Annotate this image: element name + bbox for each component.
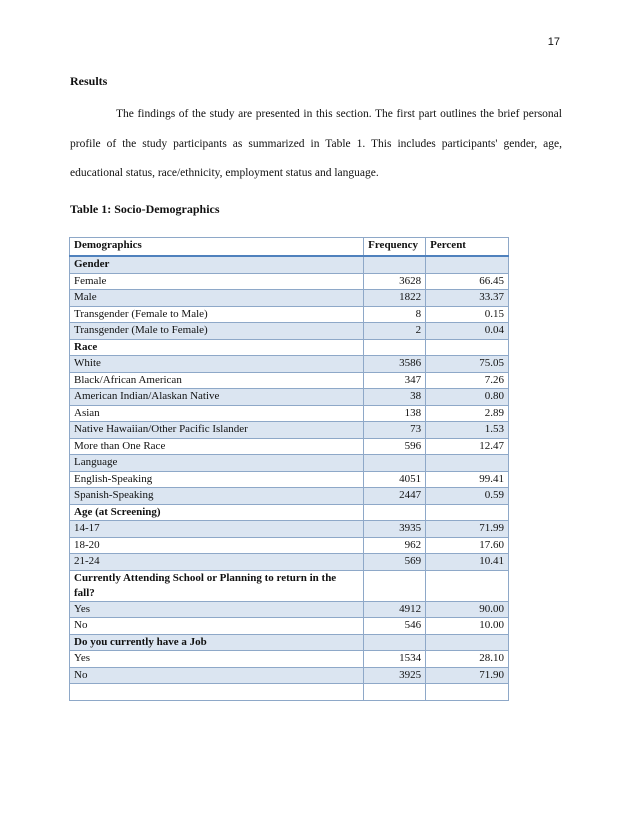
table-row	[70, 356, 509, 373]
row-percent: 75.05	[426, 356, 509, 373]
table-row	[70, 684, 509, 701]
row-label: No	[70, 618, 364, 635]
row-percent	[426, 570, 509, 601]
row-label: Gender	[70, 256, 364, 273]
row-frequency	[364, 570, 426, 601]
table-section-row	[70, 339, 509, 356]
table-row	[70, 372, 509, 389]
row-percent: 0.59	[426, 488, 509, 505]
header-percent: Percent	[426, 238, 509, 257]
row-percent	[426, 504, 509, 521]
table-row	[70, 488, 509, 505]
row-frequency: 3935	[364, 521, 426, 538]
row-percent: 10.00	[426, 618, 509, 635]
row-percent	[426, 634, 509, 651]
row-label: Do you currently have a Job	[70, 634, 364, 651]
row-frequency	[364, 634, 426, 651]
row-label: Male	[70, 290, 364, 307]
row-label: 21-24	[70, 554, 364, 571]
table-row	[70, 651, 509, 668]
intro-paragraph: The findings of the study are presented in this section. The first part outlines the brief personal profile of the study participants as summarized in Table 1. This includes participants' gender, age, educational status, race/ethnicity, employment status and language.	[70, 108, 562, 179]
row-percent: 71.90	[426, 667, 509, 684]
header-frequency: Frequency	[364, 238, 426, 257]
row-frequency: 2	[364, 323, 426, 340]
row-percent	[426, 455, 509, 472]
table-row	[70, 405, 509, 422]
table-title: Table 1: Socio-Demographics	[70, 202, 220, 216]
row-label: Transgender (Male to Female)	[70, 323, 364, 340]
row-label: Native Hawaiian/Other Pacific Islander	[70, 422, 364, 439]
row-label: Currently Attending School or Planning to return in the fall?	[70, 570, 364, 601]
row-percent: 0.80	[426, 389, 509, 406]
row-label: 14-17	[70, 521, 364, 538]
row-label: White	[70, 356, 364, 373]
row-frequency: 546	[364, 618, 426, 635]
row-label: Transgender (Female to Male)	[70, 306, 364, 323]
row-percent	[426, 339, 509, 356]
row-frequency: 138	[364, 405, 426, 422]
row-frequency: 73	[364, 422, 426, 439]
table-row	[70, 323, 509, 340]
row-frequency	[364, 256, 426, 273]
row-frequency: 1534	[364, 651, 426, 668]
table-row	[70, 667, 509, 684]
table-row	[70, 554, 509, 571]
row-percent: 0.04	[426, 323, 509, 340]
header-demographics: Demographics	[70, 238, 364, 257]
row-label: Spanish-Speaking	[70, 488, 364, 505]
row-frequency: 4051	[364, 471, 426, 488]
row-label	[70, 684, 364, 701]
table-row	[70, 438, 509, 455]
row-percent: 1.53	[426, 422, 509, 439]
row-percent: 66.45	[426, 273, 509, 290]
row-percent: 28.10	[426, 651, 509, 668]
row-percent	[426, 256, 509, 273]
row-frequency	[364, 455, 426, 472]
row-label: More than One Race	[70, 438, 364, 455]
row-frequency: 4912	[364, 601, 426, 618]
row-label: Female	[70, 273, 364, 290]
row-percent: 90.00	[426, 601, 509, 618]
row-frequency: 1822	[364, 290, 426, 307]
table-row	[70, 537, 509, 554]
row-percent: 17.60	[426, 537, 509, 554]
row-frequency: 2447	[364, 488, 426, 505]
row-percent: 0.15	[426, 306, 509, 323]
row-percent: 12.47	[426, 438, 509, 455]
row-percent: 99.41	[426, 471, 509, 488]
row-percent: 2.89	[426, 405, 509, 422]
table-section-row	[70, 570, 509, 601]
row-frequency: 3586	[364, 356, 426, 373]
table-section-row	[70, 256, 509, 273]
table-row	[70, 389, 509, 406]
row-frequency	[364, 339, 426, 356]
row-label: Language	[70, 455, 364, 472]
row-frequency: 596	[364, 438, 426, 455]
row-label: 18-20	[70, 537, 364, 554]
results-heading: Results	[70, 74, 108, 88]
row-label: Asian	[70, 405, 364, 422]
table-row	[70, 290, 509, 307]
row-label: Race	[70, 339, 364, 356]
table-row	[70, 471, 509, 488]
row-label: Black/African American	[70, 372, 364, 389]
row-frequency: 3628	[364, 273, 426, 290]
row-percent	[426, 684, 509, 701]
table-body	[70, 256, 509, 700]
row-frequency: 8	[364, 306, 426, 323]
table-row	[70, 618, 509, 635]
row-label: No	[70, 667, 364, 684]
table-row	[70, 273, 509, 290]
table-section-row	[70, 634, 509, 651]
table-row	[70, 422, 509, 439]
row-percent: 33.37	[426, 290, 509, 307]
table-header-row	[70, 238, 509, 257]
row-frequency: 569	[364, 554, 426, 571]
row-frequency: 38	[364, 389, 426, 406]
row-label: Yes	[70, 651, 364, 668]
table-section-row	[70, 504, 509, 521]
row-percent: 7.26	[426, 372, 509, 389]
row-frequency: 3925	[364, 667, 426, 684]
table-row	[70, 521, 509, 538]
socio-demographics-table	[69, 237, 509, 701]
table-row	[70, 306, 509, 323]
table-row	[70, 601, 509, 618]
row-label: Yes	[70, 601, 364, 618]
row-label: American Indian/Alaskan Native	[70, 389, 364, 406]
row-label: Age (at Screening)	[70, 504, 364, 521]
row-percent: 10.41	[426, 554, 509, 571]
page-number: 17	[547, 36, 560, 48]
row-frequency: 962	[364, 537, 426, 554]
row-label: English-Speaking	[70, 471, 364, 488]
row-percent: 71.99	[426, 521, 509, 538]
row-frequency	[364, 504, 426, 521]
row-frequency: 347	[364, 372, 426, 389]
table-section-row	[70, 455, 509, 472]
row-frequency	[364, 684, 426, 701]
